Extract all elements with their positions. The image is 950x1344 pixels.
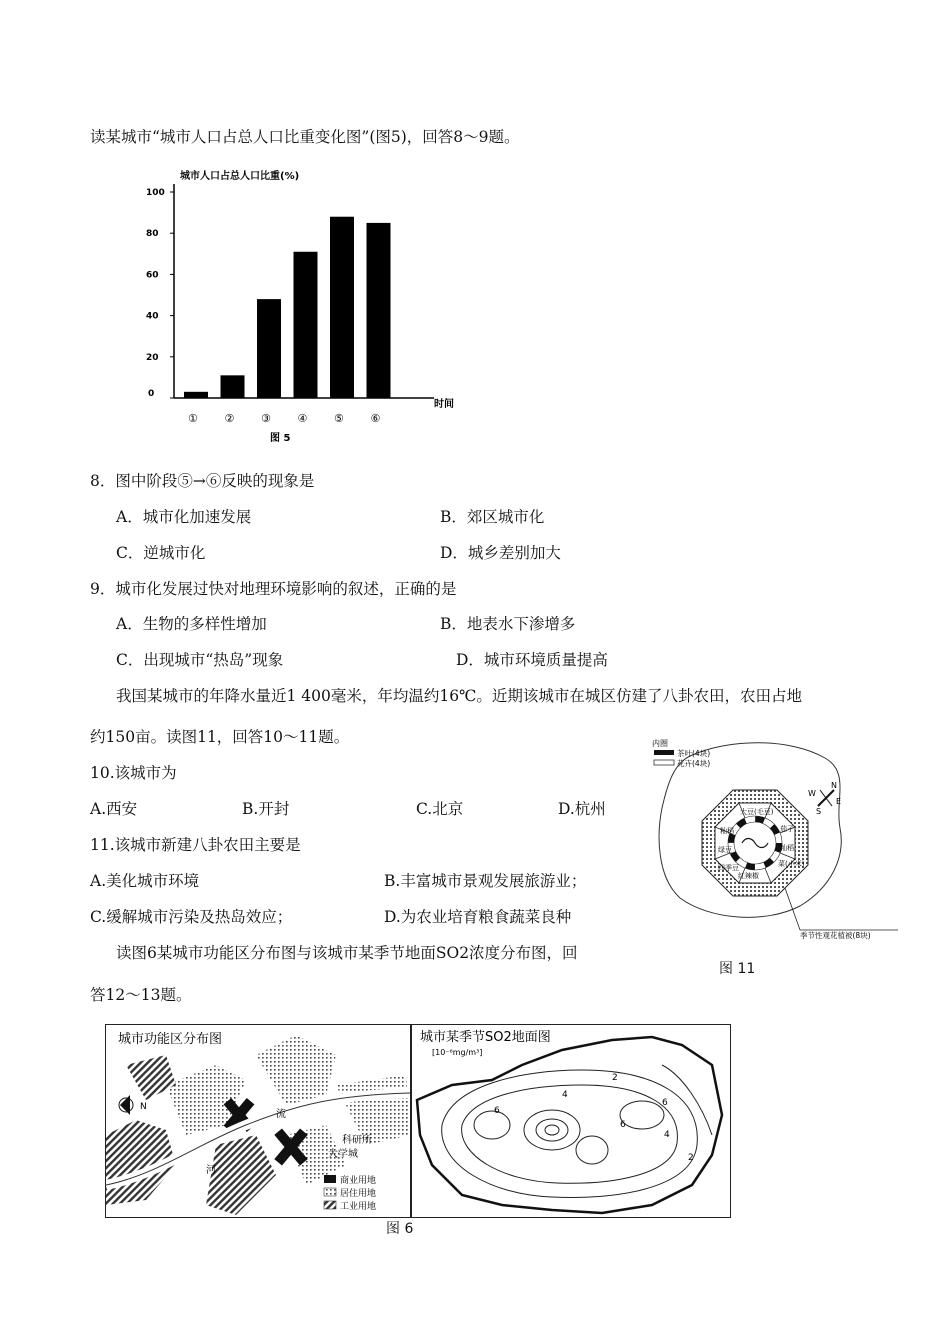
legend-residential-label: 居住用地 bbox=[340, 1189, 377, 1199]
contour-label-7: 2 bbox=[688, 1153, 694, 1163]
q11-option-b[interactable]: B.丰富城市景观发展旅游业； bbox=[384, 872, 587, 890]
bar-6 bbox=[367, 223, 391, 398]
so2-unit: [10⁻⁶mg/m³] bbox=[432, 1048, 483, 1057]
intro-text-3-line-2: 答12～13题。 bbox=[90, 986, 192, 1004]
question-8-stem: 8．图中阶段⑤→⑥反映的现象是 bbox=[90, 472, 315, 490]
y-tick-label: 100 bbox=[146, 188, 165, 198]
q11-option-c[interactable]: C.缓解城市污染及热岛效应； bbox=[90, 908, 293, 926]
legend-industrial-label: 工业用地 bbox=[340, 1202, 377, 1212]
bar-2 bbox=[221, 375, 245, 398]
y-tick-label: 20 bbox=[146, 352, 159, 363]
q9-option-c[interactable]: C．出现城市“热岛”现象 bbox=[116, 651, 284, 669]
q11-option-d[interactable]: D.为农业培育粮食蔬菜良种 bbox=[384, 908, 572, 926]
chart-title: 城市人口占总人口比重(%) bbox=[180, 171, 300, 182]
x-tick-label: ③ bbox=[261, 412, 271, 425]
intro-text-2-line-2: 约150亩。读图11，回答10～11题。 bbox=[90, 728, 350, 746]
q8-option-c[interactable]: C．逆城市化 bbox=[116, 544, 206, 562]
crop-label-8: 籼稻 bbox=[780, 844, 794, 852]
legend-industrial-swatch bbox=[324, 1201, 336, 1209]
x-tick-label: ② bbox=[224, 412, 235, 425]
q8-option-b[interactable]: B．郊区城市化 bbox=[440, 508, 545, 526]
q10-option-a[interactable]: A.西安 bbox=[90, 800, 138, 818]
legend-flower-label: 花卉(4块) bbox=[677, 759, 711, 768]
crop-label-1: 大豆(毛豆) bbox=[740, 808, 774, 816]
compass-icon bbox=[808, 781, 841, 816]
contour-label-4: 6 bbox=[620, 1120, 626, 1130]
svg-text:E: E bbox=[836, 797, 842, 806]
label-research: 科研所 bbox=[342, 1135, 372, 1146]
crop-label-3: 籼稻 bbox=[720, 827, 734, 835]
figure-6-function-zone-map bbox=[105, 1024, 411, 1218]
q8-option-a[interactable]: A．城市化加速发展 bbox=[116, 508, 252, 526]
intro-text-3-line-1: 读图6某城市功能区分布图与该城市某季节地面SO2浓度分布图，回 bbox=[116, 944, 578, 962]
contour-label-5: 6 bbox=[662, 1098, 668, 1108]
figure-11-caption: 图 11 bbox=[719, 961, 756, 977]
legend-tea-label: 茶叶(4块) bbox=[677, 749, 711, 758]
legend-residential-swatch bbox=[324, 1188, 336, 1196]
svg-text:W: W bbox=[808, 789, 816, 798]
bar-1 bbox=[184, 392, 208, 398]
contour-label-6: 4 bbox=[664, 1130, 670, 1140]
right-map-title: 城市某季节SO2地面图 bbox=[420, 1030, 551, 1045]
y-tick-label: 80 bbox=[146, 229, 159, 240]
q10-option-c[interactable]: C.北京 bbox=[416, 800, 464, 818]
intro-text-1: 读某城市“城市人口占总人口比重变化图”(图5)，回答8～9题。 bbox=[90, 128, 520, 146]
crop-label-6: 四季豆 bbox=[718, 864, 739, 872]
q9-option-d[interactable]: D．城市环境质量提高 bbox=[456, 651, 608, 669]
legend-commercial-swatch bbox=[324, 1175, 336, 1183]
crop-label-4: 菜(小米) bbox=[778, 860, 805, 868]
q9-option-a[interactable]: A．生物的多样性增加 bbox=[116, 615, 267, 633]
q10-option-d[interactable]: D.杭州 bbox=[558, 800, 606, 818]
legend-flower-swatch bbox=[654, 760, 674, 765]
question-10-stem: 10.该城市为 bbox=[90, 764, 177, 782]
svg-text:S: S bbox=[816, 807, 822, 816]
x-tick-label: ① bbox=[188, 412, 198, 425]
q10-option-b[interactable]: B.开封 bbox=[242, 800, 290, 818]
crop-label-5: 红辣椒 bbox=[738, 872, 759, 880]
x-axis-label: 时间 bbox=[434, 399, 454, 410]
figure-5-caption: 图 5 bbox=[270, 433, 291, 444]
label-river: 河 bbox=[206, 1165, 216, 1176]
intro-text-2-line-1: 我国某城市的年降水量近1 400毫米，年均温约16℃。近期该城市在城区仿建了八卦农田，农田占地 bbox=[116, 687, 802, 705]
label-college: 大学城 bbox=[328, 1149, 358, 1160]
y-tick-label: 40 bbox=[146, 311, 159, 322]
y-tick-label: 0 bbox=[148, 389, 155, 399]
left-map-title: 城市功能区分布图 bbox=[118, 1032, 223, 1047]
legend-tea-swatch bbox=[654, 750, 674, 755]
figure-5-bar-chart bbox=[140, 166, 480, 450]
bar-5 bbox=[330, 217, 354, 398]
bar-4 bbox=[294, 252, 318, 398]
x-tick-label: ⑥ bbox=[370, 412, 381, 425]
legend-commercial-label: 商业用地 bbox=[340, 1176, 377, 1186]
contour-label-2: 4 bbox=[562, 1090, 568, 1100]
bar-3 bbox=[257, 299, 281, 398]
crop-label-7: 绿豆 bbox=[718, 846, 732, 854]
figure-11-bagua-farmland bbox=[650, 738, 900, 944]
svg-text:N: N bbox=[140, 1102, 147, 1112]
crop-label-2: 茄子 bbox=[780, 825, 794, 833]
contour-label-1: 2 bbox=[612, 1073, 618, 1083]
figure-6-caption: 图 6 bbox=[386, 1221, 414, 1237]
question-9-stem: 9．城市化发展过快对地理环境影响的叙述，正确的是 bbox=[90, 580, 457, 598]
x-tick-label: ⑤ bbox=[334, 412, 344, 425]
outer-label: 季节性观花植被(8块) bbox=[800, 931, 871, 940]
label-flow: 流 bbox=[276, 1109, 286, 1120]
legend-title: 内圈 bbox=[652, 739, 668, 748]
q9-option-b[interactable]: B．地表水下渗增多 bbox=[440, 615, 576, 633]
q11-option-a[interactable]: A.美化城市环境 bbox=[90, 872, 200, 890]
question-11-stem: 11.该城市新建八卦农田主要是 bbox=[90, 836, 301, 854]
y-tick-label: 60 bbox=[146, 270, 159, 281]
svg-text:N: N bbox=[831, 781, 837, 790]
q8-option-d[interactable]: D．城乡差别加大 bbox=[440, 544, 561, 562]
figure-6-so2-map bbox=[411, 1024, 731, 1218]
x-tick-label: ④ bbox=[297, 412, 308, 425]
contour-label-3: 6 bbox=[494, 1106, 500, 1116]
north-arrow-icon bbox=[119, 1095, 133, 1115]
